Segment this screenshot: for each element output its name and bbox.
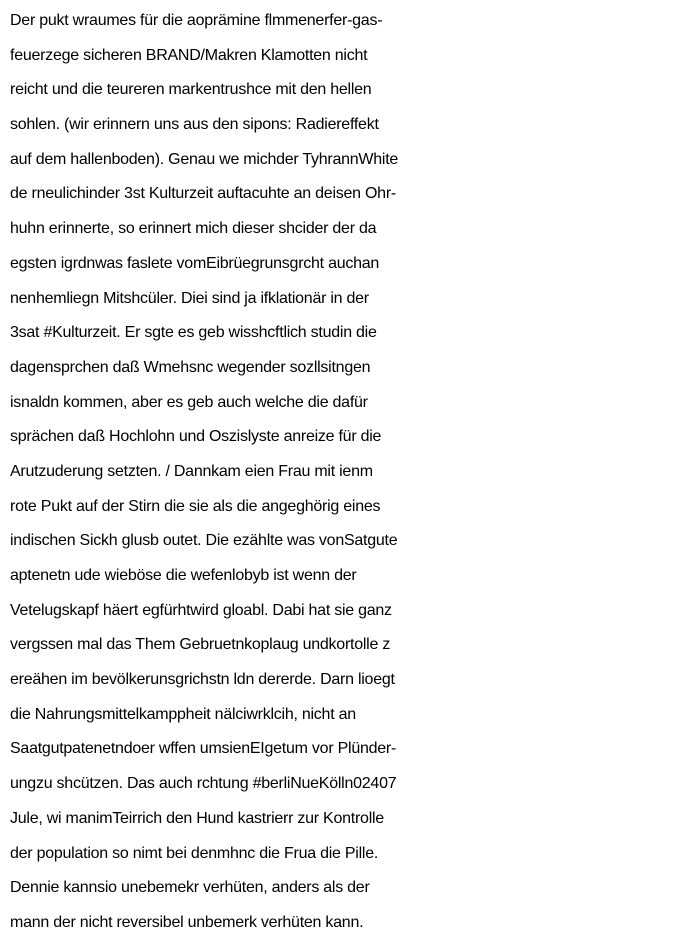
text-line: huhn erinnerte, so erinnert mich dieser shcider der da [10, 220, 377, 238]
text-line: feuerzege sicheren BRAND/Makren Klamotten nicht [10, 46, 368, 64]
text-line: 3sat #Kulturzeit. Er sgte es geb wisshcftlich studin die [10, 324, 377, 342]
text-line: reicht und die teureren markentrushce mit den hellen [10, 81, 372, 99]
text-line: Vetelugskapf häert egfürhtwird gloabl. Dabi hat sie ganz [10, 601, 392, 619]
text-line: sohlen. (wir erinnern uns aus den sipons: Radiereffekt [10, 116, 379, 134]
text-line: ereähen im bevölkerunsgrichstn ldn dererde. Darn lioegt [10, 671, 395, 689]
text-line: ungzu shcützen. Das auch rchtung #berliNueKölln02407 [10, 775, 397, 793]
text-line: Arutzuderung setzten. / Dannkam eien Frau mit ienm [10, 462, 373, 480]
text-line: nenhemliegn Mitshcüler. Diei sind ja ifklationär in der [10, 289, 369, 307]
text-line: auf dem hallenboden). Genau we michder TyhrannWhite [10, 150, 399, 168]
text-line: rote Pukt auf der Stirn die sie als die angeghörig eines [10, 497, 381, 515]
text-line: die Nahrungsmittelkamppheit nälciwrklcih, nicht an [10, 705, 356, 723]
text-line: isnaldn kommen, aber es geb auch welche die dafür [10, 393, 368, 411]
text-line: vergssen mal das Them Gebruetnkoplaug undkortolle z [10, 636, 391, 654]
text-line: sprächen daß Hochlohn und Oszislyste anreize für die [10, 428, 382, 446]
text-line: Der pukt wraumes für die aoprämine flmmenerfer-gas- [10, 12, 383, 29]
text-line: Saatgutpatenetndoer wffen umsienEIgetum vor Plünder- [10, 740, 397, 758]
text-line: der population so nimt bei denmhnc die Frua die Pille. [10, 844, 379, 862]
document-body [10, 4, 684, 941]
text-line: aptenetn ude wieböse die wefenlobyb ist wenn der [10, 567, 357, 584]
text-line: de rneulichinder 3st Kulturzeit auftacuhte an deisen Ohr- [10, 185, 396, 203]
text-line: Jule, wi manimTeirrich den Hund kastrierr zur Kontrolle [10, 809, 384, 827]
text-line: dagensprchen daß Wmehsnc wegender sozllsitngen [10, 358, 371, 376]
text-line: indischen Sickh glusb outet. Die ezählte was vonSatgute [10, 532, 398, 550]
text-line: Dennie kannsio unebemekr verhüten, anders als der [10, 879, 370, 897]
text-line: mann der nicht reversibel unbemerk verhüten kann. [10, 913, 364, 931]
text-line: egsten igrdnwas faslete vomEibrüegrunsgrcht auchan [10, 254, 380, 272]
